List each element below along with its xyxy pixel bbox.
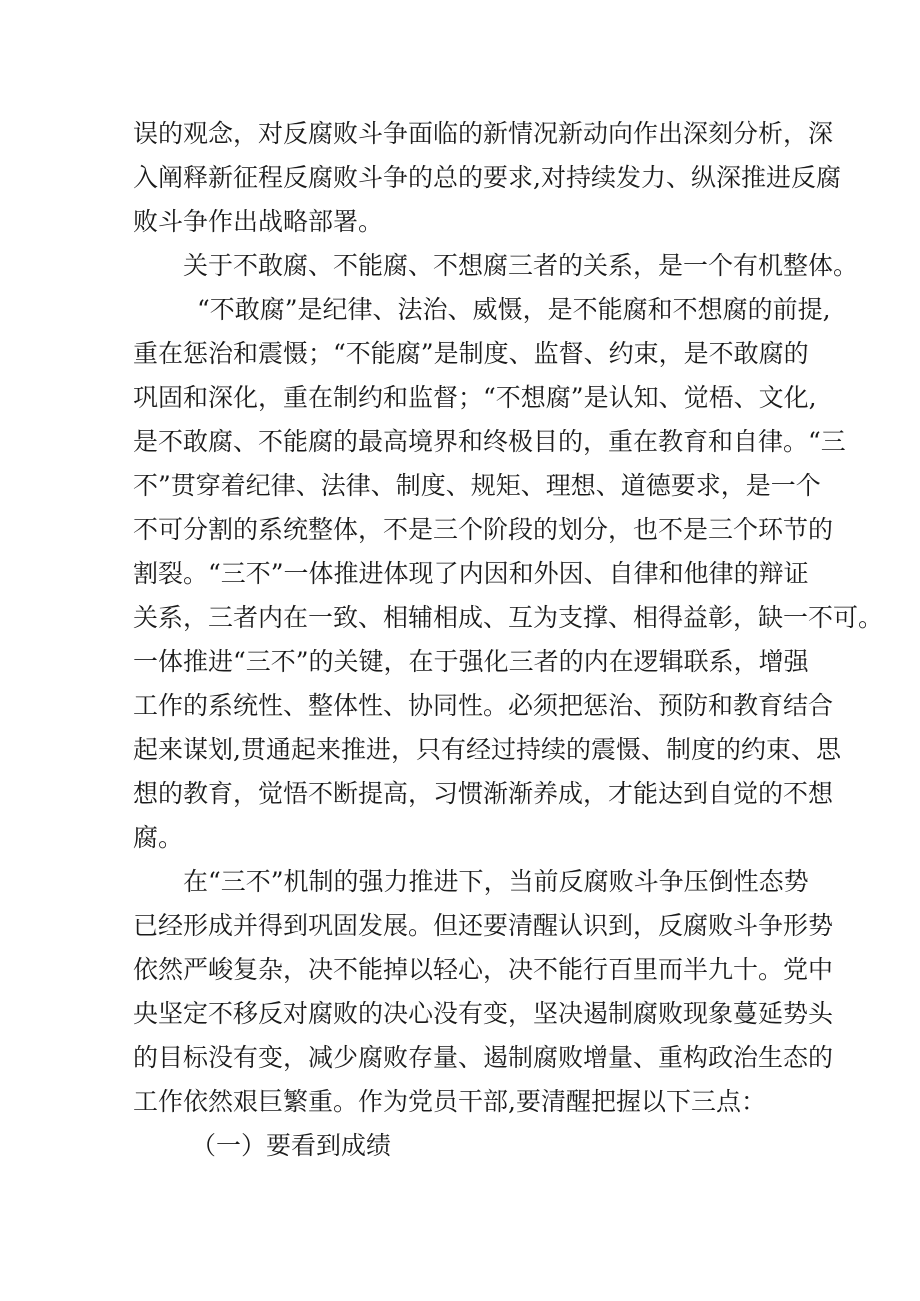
paragraph-2 xyxy=(133,244,859,288)
heading-text: （一）要看到成绩 xyxy=(191,1131,392,1160)
text-line: 不”贯穿着纪律、法律、制度、规矩、理想、道德要求，是一个 xyxy=(133,471,821,500)
section-heading xyxy=(133,1124,793,1168)
document-body xyxy=(133,112,884,1168)
text-line: 一体推进“三不”的关键，在于强化三者的内在逻辑联系，增强 xyxy=(133,647,809,676)
text-line: 重在惩治和震慑；“不能腐”是制度、监督、约束，是不敢腐的 xyxy=(133,339,809,368)
text-line: 工作的系统性、整体性、协同性。必须把惩治、预防和教育结合 xyxy=(133,691,834,720)
text-line: 的目标没有变，减少腐败存量、遏制腐败增量、重构政治生态的 xyxy=(133,1043,834,1072)
text-line: “不敢腐”是纪律、法治、威慑，是不能腐和不想腐的前提, xyxy=(197,295,831,324)
paragraph-3 xyxy=(133,288,884,860)
text-line: 不可分割的系统整体，不是三个阶段的划分，也不是三个环节的 xyxy=(133,515,834,544)
text-line: 关于不敢腐、不能腐、不想腐三者的关系，是一个有机整体。 xyxy=(183,251,859,280)
text-line: 在“三不”机制的强力推进下，当前反腐败斗争压倒性态势 xyxy=(183,867,809,896)
text-line: 已经形成并得到巩固发展。但还要清醒认识到，反腐败斗争形势 xyxy=(133,911,834,940)
text-line: 工作依然艰巨繁重。作为党员干部,要清醒把握以下三点： xyxy=(133,1087,766,1116)
text-line: 想的教育，觉悟不断提高，习惯渐渐养成，才能达到自觉的不想 xyxy=(133,779,834,808)
paragraph-4 xyxy=(133,860,834,1124)
text-line: 起来谋划,贯通起来推进，只有经过持续的震慑、制度的约束、思 xyxy=(133,735,841,764)
text-line: 依然严峻复杂，决不能掉以轻心，决不能行百里而半九十。党中 xyxy=(133,955,834,984)
text-line: 误的观念，对反腐败斗争面临的新情况新动向作出深刻分析，深 xyxy=(133,119,834,148)
text-line: 巩固和深化，重在制约和监督；“不想腐”是认知、觉梧、文化, xyxy=(133,383,817,412)
paragraph-1 xyxy=(133,112,841,244)
text-line: 割裂。“三不”一体推进体现了内因和外因、自律和他律的辩证 xyxy=(133,559,809,588)
text-line: 是不敢腐、不能腐的最高境界和终极目的，重在教育和自律。“三 xyxy=(133,427,846,456)
text-line: 败斗争作出战略部署。 xyxy=(133,207,384,236)
text-line: 央坚定不移反对腐败的决心没有变，坚决遏制腐败现象蔓延势头 xyxy=(133,999,834,1028)
text-line: 关系，三者内在一致、相辅相成、互为支撑、相得益彰，缺一不可。 xyxy=(133,603,884,632)
text-line: 入阐释新征程反腐败斗争的总的要求,对持续发力、纵深推进反腐 xyxy=(133,163,841,192)
text-line: 腐。 xyxy=(133,823,184,852)
